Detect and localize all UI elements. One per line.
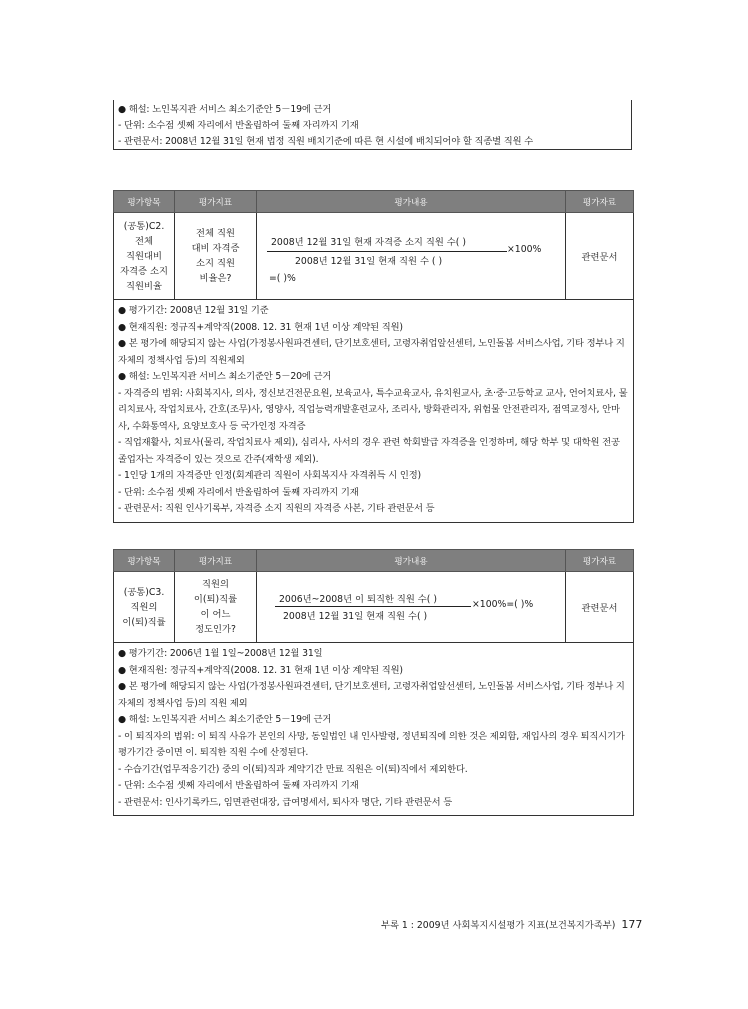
item-line: (공통)C2.	[123, 220, 165, 232]
note-line: - 단위: 소수점 셋째 자리에서 반올림하여 둘째 자리까지 기재	[118, 120, 359, 131]
evaluation-formula	[257, 213, 566, 300]
note-line: ● 현재직원: 정규직+계약직(2008. 12. 31 현재 1년 이상 계약된 직원)	[118, 321, 403, 333]
evaluation-document: 관련문서	[566, 213, 634, 300]
table-notes-row	[114, 643, 634, 816]
note-line: - 이 퇴직자의 범위: 이 퇴직 사유가 본인의 사망, 동일법인 내 인사발령, 정년퇴직에 의한 것은 제외함, 재입사의 경우 퇴직시기가 평가기간 중이면 이. 퇴직한 직원 수에 산정된다.	[118, 730, 625, 758]
formula-result: =( )%	[269, 273, 296, 284]
table-header-row	[114, 550, 634, 572]
note-line: ● 해설: 노인복지관 서비스 최소기준안 5－19에 근거	[118, 104, 332, 115]
evaluation-indicator	[175, 213, 257, 300]
note-line: ● 평가기간: 2006년 1월 1일~2008년 12월 31일	[118, 648, 323, 659]
indicator-line: 전체 직원	[196, 228, 235, 239]
indicator-line: 이(퇴)직률	[193, 594, 238, 605]
item-line: 직원비율	[126, 280, 162, 292]
evaluation-table-c3	[113, 549, 634, 816]
page-number: 177	[621, 918, 643, 931]
evaluation-item	[114, 572, 175, 643]
evaluation-document: 관련문서	[566, 572, 634, 643]
note-line: ● 현재직원: 정규직+계약직(2008. 12. 31 현재 1년 이상 계약된 직원)	[118, 664, 403, 676]
note-line: - 1인당 1개의 자격증만 인정(회계관리 직원이 사회복지사 자격취득 시 인정)	[118, 470, 422, 481]
indicator-line: 정도인가?	[195, 624, 236, 635]
header-document: 평가자료	[566, 191, 634, 213]
page-footer	[381, 917, 642, 931]
note-line: ● 평가기간: 2008년 12월 31일 기준	[118, 305, 269, 316]
indicator-line: 대비 자격증	[191, 243, 240, 254]
header-document: 평가자료	[566, 550, 634, 572]
evaluation-item	[114, 213, 175, 300]
table-row	[114, 213, 634, 300]
note-line: ● 해설: 노인복지관 서비스 최소기준안 5－20에 근거	[118, 371, 332, 382]
formula-multiplier: ×100%	[507, 244, 542, 255]
formula-denominator: 2008년 12월 31일 현재 직원 수( )	[283, 611, 428, 622]
note-line: - 자격증의 범위: 사회복지사, 의사, 정신보건전문요원, 보육교사, 특수교육교사, 유치원교사, 초·중·고등학교 교사, 언어치료사, 물리치료사, 작업치료사, 간호(조무)사, 영양사, 직업능력개발훈련교사, 조리사, 방화관리자, 위험물 안전관리자, 점역교정사, 안마사, 수화통역사, 요양보호사 등 국가인정 자격증	[118, 387, 628, 432]
indicator-line: 이 어느	[200, 609, 231, 620]
indicator-line: 직원의	[202, 579, 229, 590]
note-line: ● 해설: 노인복지관 서비스 최소기준안 5－19에 근거	[118, 714, 332, 725]
header-indicator: 평가지표	[175, 550, 257, 572]
fraction-bar	[267, 251, 507, 252]
evaluation-indicator	[175, 572, 257, 643]
note-line: ● 본 평가에 해당되지 않는 사업(가정봉사원파견센터, 단기보호센터, 고령자취업알선센터, 노인돌봄 서비스사업, 기타 정부나 지자체의 정책사업 등)의 직원제외	[118, 338, 625, 366]
table-row	[114, 572, 634, 643]
evaluation-formula	[257, 572, 566, 643]
footer-text: 부록 1 : 2009년 사회복지시설평가 지표(보건복지가족부)	[381, 920, 616, 931]
note-line: - 단위: 소수점 셋째 자리에서 반올림하여 둘째 자리까지 기재	[118, 780, 359, 791]
formula-multiplier: ×100%=( )%	[472, 599, 534, 610]
item-line: 직원의	[130, 601, 158, 613]
header-content: 평가내용	[257, 550, 566, 572]
formula-denominator: 2008년 12월 31일 현재 직원 수 ( )	[295, 256, 443, 267]
previous-item-notes	[113, 100, 632, 150]
item-line: 직원대비	[126, 250, 162, 262]
table-notes-row	[114, 300, 634, 523]
item-line: 전체	[135, 235, 153, 247]
indicator-line: 비율은?	[199, 273, 232, 284]
item-line: 이(퇴)직률	[122, 616, 166, 628]
note-line: - 단위: 소수점 셋째 자리에서 반올림하여 둘째 자리까지 기재	[118, 486, 359, 498]
header-item: 평가항목	[114, 191, 175, 213]
header-item: 평가항목	[114, 550, 175, 572]
note-line: - 수습기간(업무적응기간) 중의 이(퇴)직과 계약기간 만료 직원은 이(퇴)직에서 제외한다.	[118, 763, 468, 775]
evaluation-notes	[114, 300, 634, 523]
fraction-bar	[275, 606, 471, 607]
evaluation-table-c2	[113, 190, 634, 523]
formula-numerator: 2008년 12월 31일 현재 자격증 소지 직원 수( )	[271, 237, 466, 248]
formula-numerator: 2006년~2008년 이 퇴직한 직원 수( )	[279, 594, 437, 605]
table-header-row	[114, 191, 634, 213]
note-line: - 직업재활사, 치료사(물리, 작업치료사 제외), 심리사, 사서의 경우 관련 학회발급 자격증을 인정하며, 해당 학부 및 대학원 전공 졸업자는 자격증이 있는 것으로 간주(재학생 제외).	[118, 437, 620, 465]
header-indicator: 평가지표	[175, 191, 257, 213]
header-content: 평가내용	[257, 191, 566, 213]
note-line: - 관련문서: 인사기록카드, 임면관련대장, 급여명세서, 퇴사자 명단, 기타 관련문서 등	[118, 796, 453, 808]
note-line: - 관련문서: 2008년 12월 31일 현재 법정 직원 배치기준에 따른 현 시설에 배치되어야 할 직종별 직원 수	[118, 136, 534, 147]
item-line: (공통)C3.	[123, 586, 165, 598]
item-line: 자격증 소지	[120, 265, 168, 277]
indicator-line: 소지 직원	[196, 258, 235, 269]
evaluation-notes	[114, 643, 634, 816]
note-line: - 관련문서: 직원 인사기록부, 자격증 소지 직원의 자격증 사본, 기타 관련문서 등	[118, 503, 435, 514]
note-line: ● 본 평가에 해당되지 않는 사업(가정봉사원파견센터, 단기보호센터, 고령자취업알선센터, 노인돌봄 서비스사업, 기타 정부나 지자체의 정책사업 등)의 직원 제외	[118, 681, 625, 709]
